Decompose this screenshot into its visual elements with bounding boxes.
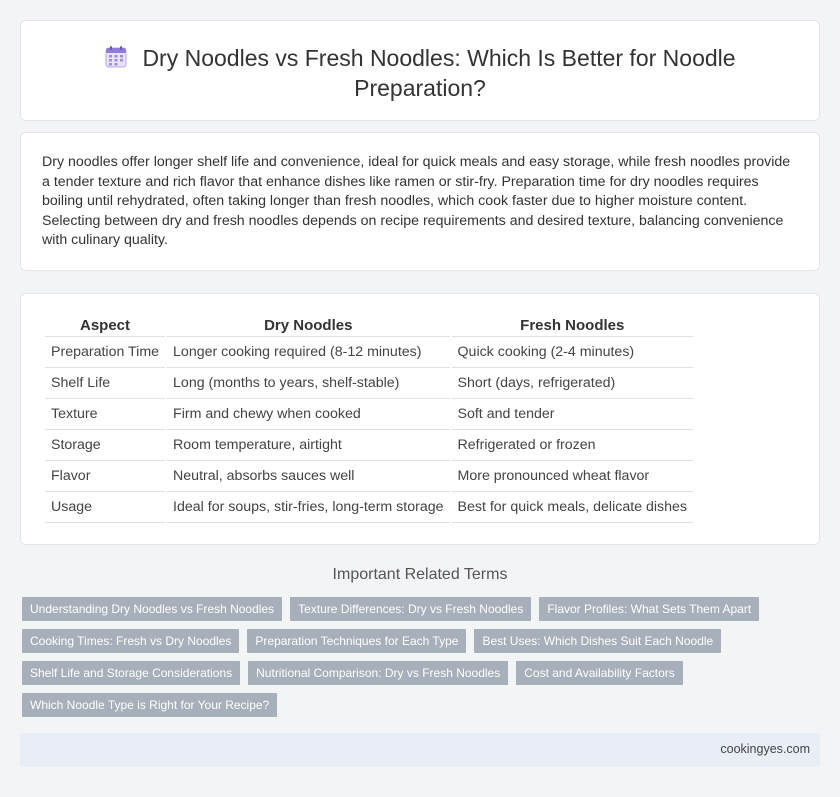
related-terms-title: Important Related Terms bbox=[332, 566, 508, 583]
calendar-icon bbox=[104, 45, 128, 69]
table-row bbox=[45, 492, 693, 523]
related-term-tag[interactable]: Cost and Availability Factors bbox=[516, 661, 683, 685]
cell-fresh: Soft and tender bbox=[452, 399, 693, 430]
table-row bbox=[45, 430, 693, 461]
table-row bbox=[45, 461, 693, 492]
table-row bbox=[45, 368, 693, 399]
cell-dry: Firm and chewy when cooked bbox=[167, 399, 449, 430]
cell-aspect: Texture bbox=[45, 399, 165, 430]
cell-dry: Longer cooking required (8-12 minutes) bbox=[167, 337, 449, 368]
comparison-card bbox=[20, 293, 820, 545]
comparison-table bbox=[43, 314, 695, 523]
header-dry-noodles: Dry Noodles bbox=[167, 314, 449, 337]
cell-aspect: Preparation Time bbox=[45, 337, 165, 368]
cell-aspect: Storage bbox=[45, 430, 165, 461]
cell-fresh: Short (days, refrigerated) bbox=[452, 368, 693, 399]
header-fresh-noodles: Fresh Noodles bbox=[452, 314, 693, 337]
related-term-tag[interactable]: Understanding Dry Noodles vs Fresh Noodles bbox=[22, 597, 282, 621]
related-term-tag[interactable]: Nutritional Comparison: Dry vs Fresh Noodles bbox=[248, 661, 508, 685]
cell-aspect: Shelf Life bbox=[45, 368, 165, 399]
summary-text: Dry noodles offer longer shelf life and convenience, ideal for quick meals and easy storage, while fresh noodles provide a tender texture and rich flavor that enhance dishes like ramen or stir-fry. Preparation time for dry noodles requires boiling until rehydrated, often taking longer than fresh noodles, which cook faster due to higher moisture content. Selecting between dry and fresh noodles depends on recipe requirements and desired texture, balancing convenience with culinary quality. bbox=[42, 154, 791, 248]
related-term-tag[interactable]: Texture Differences: Dry vs Fresh Noodles bbox=[290, 597, 531, 621]
cell-fresh: Best for quick meals, delicate dishes bbox=[452, 492, 693, 523]
cell-dry: Neutral, absorbs sauces well bbox=[167, 461, 449, 492]
cell-dry: Room temperature, airtight bbox=[167, 430, 449, 461]
cell-fresh: Quick cooking (2-4 minutes) bbox=[452, 337, 693, 368]
related-term-tag[interactable]: Preparation Techniques for Each Type bbox=[247, 629, 466, 653]
footer bbox=[20, 733, 820, 767]
cell-fresh: More pronounced wheat flavor bbox=[452, 461, 693, 492]
related-term-tag[interactable]: Which Noodle Type is Right for Your Recipe? bbox=[22, 693, 277, 717]
related-terms-list bbox=[22, 597, 762, 717]
related-term-tag[interactable]: Shelf Life and Storage Considerations bbox=[22, 661, 240, 685]
table-row bbox=[45, 399, 693, 430]
title-card bbox=[20, 20, 820, 121]
page-title bbox=[21, 43, 819, 103]
summary-card bbox=[20, 132, 820, 271]
related-term-tag[interactable]: Flavor Profiles: What Sets Them Apart bbox=[539, 597, 759, 621]
cell-dry: Long (months to years, shelf-stable) bbox=[167, 368, 449, 399]
table-header-row bbox=[45, 314, 693, 337]
table-row bbox=[45, 337, 693, 368]
cell-aspect: Usage bbox=[45, 492, 165, 523]
header-aspect: Aspect bbox=[45, 314, 165, 337]
page-title-text: Dry Noodles vs Fresh Noodles: Which Is Better for Noodle Preparation? bbox=[142, 45, 736, 101]
cell-fresh: Refrigerated or frozen bbox=[452, 430, 693, 461]
cell-aspect: Flavor bbox=[45, 461, 165, 492]
footer-site-link[interactable]: cookingyes.com bbox=[720, 742, 810, 756]
related-term-tag[interactable]: Best Uses: Which Dishes Suit Each Noodle bbox=[474, 629, 721, 653]
cell-dry: Ideal for soups, stir-fries, long-term storage bbox=[167, 492, 449, 523]
related-term-tag[interactable]: Cooking Times: Fresh vs Dry Noodles bbox=[22, 629, 239, 653]
